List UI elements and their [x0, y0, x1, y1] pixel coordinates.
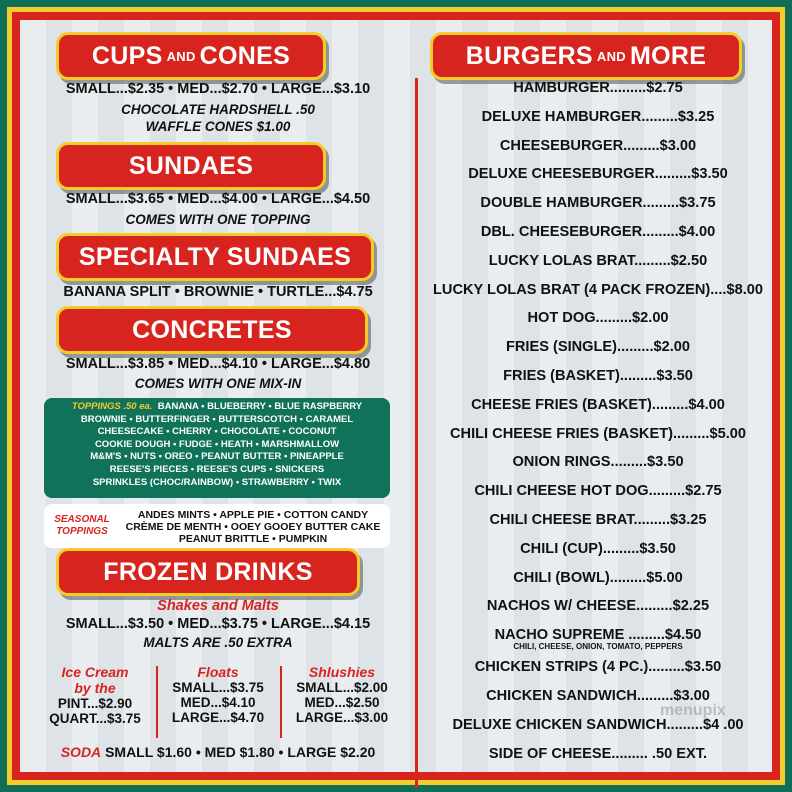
- floats-block: [158, 664, 278, 725]
- shlushies-heading: Shlushies: [308, 664, 376, 680]
- nacho-supreme-note: CHILI, CHEESE, ONION, TOMATO, PEPPERS: [513, 642, 683, 651]
- cups-cones-banner: [56, 32, 326, 80]
- icecream-heading-1: Ice Cream: [61, 664, 129, 680]
- floats-med: MED...$4.10: [180, 695, 256, 710]
- icecream-pint: PINT...$2.90: [57, 696, 133, 711]
- specialty-sundaes-banner: [56, 233, 374, 281]
- menu-item: CHICKEN STRIPS (4 PC.).........$3.50: [474, 659, 722, 675]
- menu-item: CHILI CHEESE FRIES (BASKET).........$5.00: [450, 425, 746, 442]
- menu-item: NACHO SUPREME .........$4.50: [494, 627, 702, 644]
- menu-item: CHILI CHEESE BRAT.........$3.25: [489, 512, 707, 528]
- menu-item: DOUBLE HAMBURGER.........$3.75: [480, 195, 716, 212]
- frozen-drinks-banner: [56, 548, 360, 596]
- concretes-prices: SMALL...$3.85 • MED...$4.10 • LARGE...$4.80: [65, 356, 371, 372]
- menu-item: SIDE OF CHEESE......... .50 EXT.: [488, 746, 708, 762]
- shlushies-large: LARGE...$3.00: [295, 710, 389, 725]
- menu-item: CHICKEN SANDWICH.........$3.00: [486, 688, 710, 704]
- floats-heading: Floats: [197, 664, 239, 680]
- seasonal-items: [118, 509, 388, 545]
- icecream-block: [36, 664, 154, 726]
- toppings-label: TOPPINGS .50 ea.: [71, 401, 153, 412]
- toppings-line-1-text: BANANA • BLUEBERRY • BLUE RASPBERRY: [157, 401, 363, 412]
- toppings-line-1: [44, 401, 390, 414]
- menu-item: DELUXE CHICKEN SANDWICH.........$4 .00: [452, 717, 744, 733]
- toppings-line-5: M&M'S • NUTS • OREO • PEANUT BUTTER • PINEAPPLE: [90, 451, 344, 463]
- menu-item: DELUXE CHEESEBURGER.........$3.50: [468, 166, 728, 183]
- toppings-line-6: REESE'S PIECES • REESE'S CUPS • SNICKERS: [109, 463, 325, 475]
- menu-item: HAMBURGER.........$2.75: [513, 80, 683, 96]
- icecream-heading-2: by the: [74, 680, 116, 696]
- menu-item: FRIES (BASKET).........$3.50: [503, 368, 693, 384]
- shlushies-small: SMALL...$2.00: [296, 680, 388, 695]
- menu-item: ONION RINGS.........$3.50: [512, 454, 684, 471]
- cups-extra-hardshell: CHOCOLATE HARDSHELL .50: [121, 102, 315, 117]
- seasonal-line-1: ANDES MINTS • APPLE PIE • COTTON CANDY: [137, 509, 369, 521]
- toppings-line-3: CHEESECAKE • CHERRY • CHOCOLATE • COCONUT: [97, 426, 337, 438]
- seasonal-label: [50, 514, 114, 538]
- cones-title: CONES: [199, 41, 291, 70]
- menu-item: FRIES (SINGLE).........$2.00: [505, 339, 691, 356]
- concretes-title: CONCRETES: [132, 315, 292, 344]
- menu-item: LUCKY LOLAS BRAT (4 PACK FROZEN)....$8.00: [432, 281, 763, 298]
- right-column: [418, 20, 778, 772]
- frozen-title: FROZEN DRINKS: [103, 557, 313, 586]
- soda-prices: SMALL $1.60 • MED $1.80 • LARGE $2.20: [105, 744, 376, 760]
- menu-item: CHEESEBURGER.........$3.00: [499, 137, 697, 154]
- concretes-banner: [56, 306, 368, 354]
- left-column: [34, 20, 402, 772]
- specialty-title: SPECIALTY SUNDAES: [78, 242, 352, 271]
- burgers-title: BURGERS: [465, 41, 593, 70]
- menu-item: CHILI (CUP).........$3.50: [520, 540, 676, 557]
- malts-note: MALTS ARE .50 EXTRA: [143, 635, 293, 650]
- seasonal-box: [44, 504, 390, 548]
- icecream-quart: QUART...$3.75: [49, 711, 141, 726]
- shlushies-block: [282, 664, 402, 725]
- menu-item: LUCKY LOLAS BRAT.........$2.50: [488, 252, 708, 269]
- sundaes-banner: [56, 142, 326, 190]
- menu-item: CHILI CHEESE HOT DOG.........$2.75: [474, 483, 722, 500]
- menu-board: [20, 20, 772, 772]
- soda-line: [34, 744, 402, 760]
- floats-large: LARGE...$4.70: [171, 710, 265, 725]
- menu-item: NACHOS W/ CHEESE.........$2.25: [486, 598, 710, 615]
- specialty-prices: BANANA SPLIT • BROWNIE • TURTLE...$4.75: [63, 284, 373, 300]
- sundaes-prices: SMALL...$3.65 • MED...$4.00 • LARGE...$4.50: [65, 191, 371, 207]
- menu-item: DBL. CHEESEBURGER.........$4.00: [480, 224, 716, 240]
- floats-small: SMALL...$3.75: [172, 680, 264, 695]
- toppings-line-7: SPRINKLES (CHOC/RAINBOW) • STRAWBERRY • TWIX: [92, 476, 342, 488]
- sundaes-title: SUNDAES: [128, 151, 254, 180]
- shakes-malts-heading: Shakes and Malts: [157, 598, 279, 614]
- watermark: menupix: [660, 702, 726, 719]
- more-title: MORE: [630, 41, 707, 70]
- soda-label: SODA: [60, 744, 102, 760]
- menu-item: DELUXE HAMBURGER.........$3.25: [481, 108, 715, 125]
- concretes-note: COMES WITH ONE MIX-IN: [134, 376, 302, 391]
- seasonal-line-3: PEANUT BRITTLE • PUMPKIN: [178, 533, 328, 545]
- seasonal-label-a: SEASONAL: [54, 514, 110, 525]
- menu-item: CHILI (BOWL).........$5.00: [513, 569, 683, 586]
- cups-title: CUPS: [91, 41, 163, 70]
- burgers-title-and: AND: [596, 48, 626, 64]
- cups-prices: SMALL...$2.35 • MED...$2.70 • LARGE...$3.10: [65, 81, 371, 97]
- shakes-prices: SMALL...$3.50 • MED...$3.75 • LARGE...$4.15: [65, 616, 371, 632]
- seasonal-line-2: CRÈME DE MENTH • OOEY GOOEY BUTTER CAKE: [125, 521, 381, 533]
- menu-item: CHEESE FRIES (BASKET).........$4.00: [471, 396, 725, 413]
- toppings-line-4: COOKIE DOUGH • FUDGE • HEATH • MARSHMALLOW: [94, 438, 340, 450]
- seasonal-label-b: TOPPINGS: [56, 526, 108, 537]
- cups-extra-waffle: WAFFLE CONES $1.00: [145, 119, 291, 134]
- cups-title-and: AND: [166, 48, 196, 64]
- toppings-box: [44, 398, 390, 498]
- burgers-more-banner: [430, 32, 742, 80]
- toppings-line-2: BROWNIE • BUTTERFINGER • BUTTERSCOTCH • CARAMEL: [80, 413, 354, 425]
- sundaes-note: COMES WITH ONE TOPPING: [125, 212, 311, 227]
- shlushies-med: MED...$2.50: [304, 695, 380, 710]
- menu-item: HOT DOG.........$2.00: [527, 310, 669, 327]
